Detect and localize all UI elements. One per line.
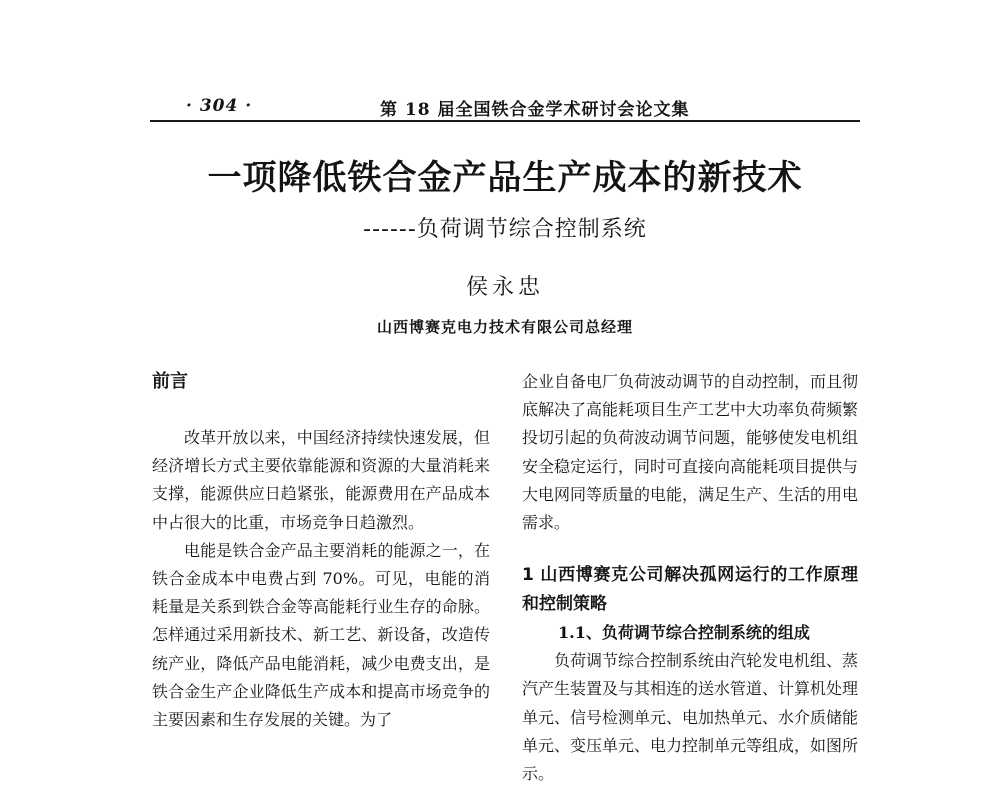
preface-heading: 前言 <box>152 371 188 392</box>
section-heading: 1 山西博赛克公司解决孤网运行的工作原理和控制策略 <box>522 565 858 615</box>
left-column <box>152 368 490 734</box>
body-paragraph: 负荷调节综合控制系统由汽轮发电机组、蒸汽产生装置及与其相连的送水管道、计算机处理单元、信号检测单元、电加热单元、水介质储能单元、变压单元、电力控制单元等组成，如图所示。 <box>522 651 859 784</box>
author-name: 侯永忠 <box>465 275 544 300</box>
body-paragraph: 电能是铁合金产品主要消耗的能源之一，在铁合金成本中电费占到 70%。可见，电能的消耗量是关系到铁合金等高能耗行业生存的命脉。怎样通过采用新技术、新工艺、新设备，改造传统产业，降低产品电能消耗，减少电费支出，是铁合金生产企业降低生产成本和提高市场竞争的主要因素和生存发展的关键。为了 <box>152 540 490 730</box>
subsection-heading: 1.1、负荷调节综合控制系统的组成 <box>558 623 810 643</box>
article-title: 一项降低铁合金产品生产成本的新技术 <box>207 158 803 198</box>
body-paragraph: 改革开放以来，中国经济持续快速发展，但经济增长方式主要依靠能源和资源的大量消耗来支撑，能源供应日趋紧张，能源费用在产品成本中占很大的比重，市场竞争日趋激烈。 <box>152 428 490 532</box>
author-affiliation: 山西博赛克电力技术有限公司总经理 <box>376 318 633 336</box>
running-header: 第 18 届全国铁合金学术研讨会论文集 <box>380 100 690 120</box>
page-number: · 304 · <box>186 96 253 116</box>
article-subtitle: ------负荷调节综合控制系统 <box>363 217 647 242</box>
header-rule <box>150 120 860 122</box>
right-column <box>522 368 858 788</box>
body-paragraph: 企业自备电厂负荷波动调节的自动控制，而且彻底解决了高能耗项目生产工艺中大功率负荷频繁投切引起的负荷波动调节问题，能够使发电机组安全稳定运行，同时可直接向高能耗项目提供与大电网同等质量的电能，满足生产、生活的用电需求。 <box>522 372 859 533</box>
